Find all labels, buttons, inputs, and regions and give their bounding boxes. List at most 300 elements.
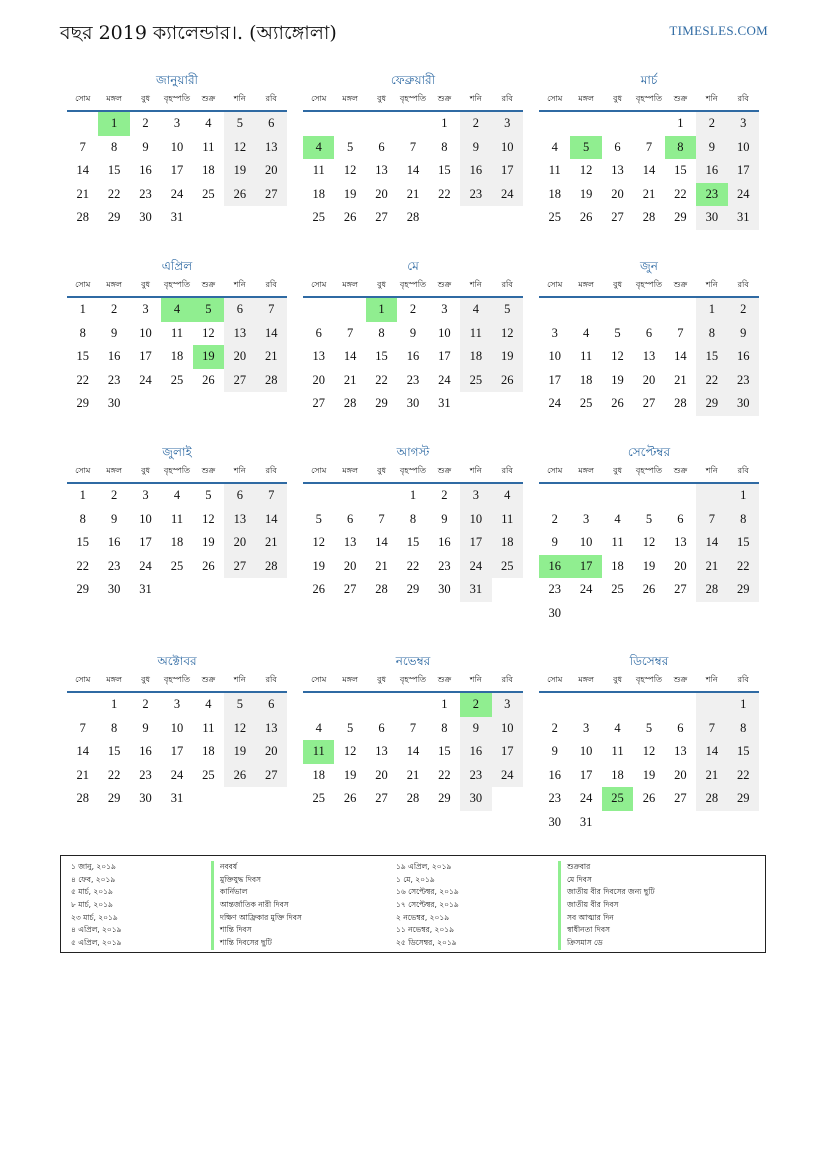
day-cell: 28 [76, 210, 89, 224]
day-cell: 22 [438, 767, 451, 782]
empty-cell [366, 112, 397, 136]
empty-cell [334, 484, 365, 508]
week-row [67, 136, 287, 160]
day-cell: 12 [642, 744, 656, 758]
day-cell: 3 [492, 112, 523, 136]
day-cell: 11 [202, 720, 215, 735]
day-cell: 11 [611, 535, 624, 549]
empty-cell [224, 392, 255, 416]
week-row [303, 159, 523, 183]
day-cell: 18 [312, 186, 325, 201]
week-row [303, 484, 523, 508]
weekday-label: সোম [75, 466, 91, 475]
day-cell: 19 [611, 372, 624, 387]
day-cell: 4 [614, 511, 621, 526]
day-cell: 8 [409, 511, 417, 526]
day-cell: 16 [107, 349, 121, 363]
day-cell: 25 [460, 369, 491, 393]
day-cell: 27 [224, 369, 255, 393]
day-cell: 25 [312, 210, 325, 224]
day-cell: 5 [224, 112, 255, 136]
month-1 [67, 72, 287, 230]
month-11 [303, 653, 523, 811]
day-cell: 31 [579, 814, 593, 829]
holiday-names-left [211, 861, 302, 950]
day-cell: 6 [224, 484, 255, 508]
day-cell: 1 [79, 302, 86, 316]
day-cell: 15 [438, 163, 451, 177]
day-cell: 29 [375, 396, 388, 410]
day-cell: 14 [406, 744, 420, 758]
day-cell: 23 [107, 558, 121, 573]
day-cell: 10 [579, 535, 593, 549]
week-row [67, 345, 287, 369]
week-row [539, 602, 759, 626]
day-cell: 1 [677, 116, 684, 130]
day-cell: 20 [343, 558, 357, 573]
day-cell: 24 [492, 764, 523, 788]
month-9 [539, 444, 759, 625]
weekday-label: সোম [311, 675, 327, 684]
week-row [303, 369, 523, 393]
day-cell: 9 [111, 325, 118, 340]
day-cell: 24 [579, 791, 593, 805]
week-row [303, 112, 523, 136]
day-cell: 1 [366, 298, 397, 322]
week-row [539, 136, 759, 160]
month-6 [539, 258, 759, 416]
empty-cell [303, 298, 334, 322]
day-cell: 2 [142, 116, 149, 130]
month-3 [539, 72, 759, 230]
weekday-label: শুক্র [673, 675, 688, 684]
day-cell: 6 [256, 693, 287, 717]
day-cell: 24 [139, 558, 152, 573]
day-cell: 13 [224, 508, 255, 532]
day-cell: 2 [551, 720, 558, 735]
holiday-date: ১৭ সেপ্টেম্বর, ২০১৯ [396, 900, 459, 910]
holiday-name: মে দিবস [558, 874, 655, 887]
day-cell: 26 [312, 582, 325, 596]
week-row [539, 740, 759, 764]
day-cell: 7 [409, 139, 417, 154]
empty-cell [570, 298, 601, 322]
week-row [67, 508, 287, 532]
weekday-label: রবি [737, 675, 749, 684]
weekday-header [67, 88, 287, 112]
empty-cell [633, 693, 664, 717]
holiday-name: ক্রিসমাস ডে [558, 937, 655, 950]
day-cell: 9 [551, 535, 558, 549]
empty-cell [460, 206, 491, 230]
week-row [539, 112, 759, 136]
holiday-name: আন্তর্জাতিক নারী দিবস [211, 899, 302, 912]
weekday-label: শুক্র [673, 466, 688, 475]
day-cell: 17 [139, 349, 152, 363]
day-cell: 8 [441, 139, 448, 154]
empty-cell [366, 693, 397, 717]
empty-cell [256, 787, 287, 811]
day-cell: 16 [139, 744, 152, 758]
weekday-label: রবি [501, 94, 513, 103]
holiday-date: ১৬ সেপ্টেম্বর, ২০১৯ [396, 887, 459, 897]
empty-cell [633, 811, 664, 835]
day-cell: 12 [202, 511, 215, 526]
day-cell: 4 [205, 116, 212, 130]
day-cell: 23 [548, 791, 561, 805]
day-cell: 22 [375, 372, 388, 387]
day-cell: 2 [460, 112, 491, 136]
day-cell: 3 [492, 693, 523, 717]
day-cell: 24 [438, 372, 451, 387]
holiday-names-right [558, 861, 655, 950]
weekday-label: বুধ [141, 675, 151, 684]
day-cell: 22 [438, 186, 451, 201]
day-cell: 12 [492, 322, 523, 346]
day-cell: 25 [170, 558, 184, 573]
holiday-date: ৫ এপ্রিল, ২০১৯ [71, 938, 122, 948]
empty-cell [665, 693, 696, 717]
empty-cell [193, 392, 224, 416]
week-row [303, 508, 523, 532]
day-cell: 3 [583, 720, 590, 735]
empty-cell [460, 392, 491, 416]
weekday-label: বৃহস্পতি [635, 94, 663, 103]
day-cell: 1 [441, 697, 448, 711]
day-cell: 10 [728, 136, 759, 160]
day-cell: 14 [343, 349, 357, 363]
week-row [303, 740, 523, 764]
weekday-header [539, 669, 759, 693]
empty-cell [224, 206, 255, 230]
week-row [303, 322, 523, 346]
day-cell: 4 [492, 484, 523, 508]
weekday-label: বৃহস্পতি [635, 675, 663, 684]
day-cell: 8 [728, 717, 759, 741]
weekday-label: রবি [265, 675, 277, 684]
day-cell: 19 [642, 767, 656, 782]
week-row [67, 484, 287, 508]
day-cell: 10 [579, 744, 593, 758]
day-cell: 18 [170, 349, 184, 363]
day-cell: 6 [677, 511, 684, 526]
day-cell: 24 [492, 183, 523, 207]
day-cell: 24 [728, 183, 759, 207]
holiday-name: স্বাধীনতা দিবস [558, 924, 655, 937]
day-cell: 19 [224, 159, 255, 183]
day-cell: 23 [696, 183, 727, 207]
weekday-label: বৃহস্পতি [399, 280, 427, 289]
day-cell: 27 [343, 582, 357, 596]
week-row [303, 136, 523, 160]
weekday-label: শুক্র [201, 466, 216, 475]
site-link[interactable]: TIMESLES.COM [669, 23, 768, 38]
weekday-label: বুধ [141, 94, 151, 103]
weekday-label: মঙ্গল [106, 675, 122, 684]
empty-cell [397, 112, 428, 136]
day-cell: 10 [460, 508, 491, 532]
day-cell: 27 [224, 555, 255, 579]
day-cell: 27 [642, 396, 656, 410]
day-cell: 8 [79, 325, 86, 340]
weekday-label: শনি [469, 466, 482, 475]
day-cell: 29 [696, 392, 727, 416]
weekday-label: রবি [501, 280, 513, 289]
week-row [539, 531, 759, 555]
empty-cell [602, 112, 633, 136]
day-cell: 16 [460, 740, 491, 764]
weekday-label: রবি [265, 280, 277, 289]
day-cell: 25 [492, 555, 523, 579]
day-cell: 15 [76, 535, 89, 549]
day-cell: 28 [256, 369, 287, 393]
weekday-header [303, 88, 523, 112]
day-cell: 19 [224, 740, 255, 764]
empty-cell [492, 578, 523, 602]
empty-cell [696, 484, 727, 508]
day-cell: 24 [139, 372, 152, 387]
empty-cell [696, 811, 727, 835]
day-cell: 14 [76, 744, 89, 758]
empty-cell [602, 811, 633, 835]
day-cell: 22 [406, 558, 420, 573]
weekday-label: বৃহস্পতি [635, 280, 663, 289]
week-row [303, 717, 523, 741]
day-cell: 10 [139, 325, 152, 340]
day-cell: 4 [315, 720, 322, 735]
weekday-label: শনি [233, 466, 246, 475]
day-cell: 15 [375, 349, 388, 363]
day-cell: 21 [674, 372, 687, 387]
day-cell: 13 [256, 717, 287, 741]
empty-cell [492, 392, 523, 416]
day-cell: 15 [406, 535, 420, 549]
month-name: জুলাই [162, 445, 192, 459]
empty-cell [334, 693, 365, 717]
day-cell: 4 [173, 488, 181, 502]
empty-cell [570, 602, 601, 626]
day-cell: 22 [107, 186, 121, 201]
day-cell: 22 [674, 186, 687, 201]
empty-cell [728, 811, 759, 835]
empty-cell [256, 392, 287, 416]
week-row [67, 392, 287, 416]
day-cell: 4 [583, 325, 590, 340]
day-cell: 15 [728, 531, 759, 555]
month-name: অক্টোবর [157, 654, 197, 668]
day-cell: 12 [579, 163, 593, 177]
day-cell: 24 [170, 186, 184, 201]
day-cell: 8 [696, 322, 727, 346]
day-cell: 18 [548, 186, 561, 201]
day-cell: 9 [696, 136, 727, 160]
week-row [303, 693, 523, 717]
day-cell: 27 [375, 791, 388, 805]
day-cell: 8 [378, 325, 385, 340]
day-cell: 30 [548, 814, 561, 829]
month-name: আগস্ট [396, 445, 430, 459]
day-cell: 30 [548, 605, 561, 620]
holiday-date: ৪ এপ্রিল, ২০১৯ [71, 925, 122, 935]
day-cell: 27 [256, 764, 287, 788]
weekday-label: শুক্র [201, 675, 216, 684]
day-cell: 31 [170, 210, 184, 224]
empty-cell [193, 206, 224, 230]
weekday-label: শনি [233, 94, 246, 103]
weekday-label: সোম [311, 94, 327, 103]
day-cell: 2 [111, 302, 118, 316]
weekday-label: বৃহস্পতি [163, 675, 191, 684]
day-cell: 8 [665, 136, 696, 160]
day-cell: 12 [343, 163, 357, 177]
day-cell: 18 [202, 744, 215, 758]
day-cell: 29 [107, 791, 121, 805]
day-cell: 3 [173, 116, 181, 130]
weekday-header [303, 274, 523, 298]
weekday-label: সোম [547, 675, 563, 684]
empty-cell [224, 578, 255, 602]
day-cell: 11 [170, 325, 183, 340]
week-row [539, 298, 759, 322]
month-name: নভেম্বর [395, 654, 431, 668]
week-row [303, 392, 523, 416]
weekday-label: শুক্র [673, 94, 688, 103]
day-cell: 20 [375, 767, 388, 782]
day-cell: 10 [492, 717, 523, 741]
weekday-label: শনি [705, 466, 718, 475]
day-cell: 9 [409, 325, 417, 340]
holiday-date: ১ মে, ২০১৯ [396, 874, 435, 884]
day-cell: 3 [583, 511, 590, 526]
month-name: এপ্রিল [161, 259, 193, 273]
week-row [67, 531, 287, 555]
day-cell: 11 [170, 511, 183, 526]
day-cell: 30 [406, 396, 420, 410]
empty-cell [492, 787, 523, 811]
day-cell: 10 [139, 511, 152, 526]
day-cell: 28 [642, 210, 656, 224]
day-cell: 22 [696, 369, 727, 393]
day-cell: 21 [76, 186, 89, 201]
week-row [539, 392, 759, 416]
weekday-header [67, 460, 287, 484]
weekday-label: শনি [469, 94, 482, 103]
day-cell: 26 [579, 210, 593, 224]
day-cell: 1 [409, 488, 417, 502]
day-cell: 6 [645, 325, 653, 340]
day-cell: 20 [312, 372, 325, 387]
empty-cell [366, 484, 397, 508]
weekday-label: রবি [265, 466, 277, 475]
day-cell: 27 [375, 210, 388, 224]
day-cell: 25 [202, 767, 215, 782]
holiday-date: ৪ ফেব, ২০১৯ [71, 874, 116, 884]
week-row [539, 578, 759, 602]
week-row [67, 206, 287, 230]
holiday-date: ১ জানু, ২০১৯ [71, 862, 116, 871]
day-cell: 18 [460, 345, 491, 369]
day-cell: 18 [579, 372, 593, 387]
day-cell: 2 [728, 298, 759, 322]
month-name: জানুয়ারী [156, 73, 198, 87]
day-cell: 29 [438, 791, 451, 805]
day-cell: 4 [551, 139, 558, 154]
weekday-label: বুধ [377, 466, 387, 475]
month-name: জুন [640, 259, 658, 273]
weekday-label: মঙ্গল [578, 466, 594, 475]
week-row [539, 206, 759, 230]
day-cell: 21 [406, 767, 420, 782]
day-cell: 29 [107, 210, 121, 224]
day-cell: 16 [139, 163, 152, 177]
day-cell: 11 [580, 349, 593, 363]
week-row [67, 183, 287, 207]
day-cell: 4 [303, 136, 334, 160]
day-cell: 23 [548, 582, 561, 596]
day-cell: 15 [107, 744, 121, 758]
day-cell: 8 [111, 720, 118, 735]
empty-cell [539, 693, 570, 717]
empty-cell [67, 693, 98, 717]
weekday-header [539, 460, 759, 484]
holiday-name: জাতীয় বীর দিবসের জন্য ছুটি [558, 886, 655, 899]
empty-cell [539, 112, 570, 136]
month-name: ফেব্রুয়ারী [390, 73, 436, 87]
day-cell: 30 [696, 206, 727, 230]
week-row [67, 159, 287, 183]
day-cell: 4 [460, 298, 491, 322]
week-row [303, 555, 523, 579]
weekday-label: শনি [233, 675, 246, 684]
day-cell: 4 [205, 697, 212, 711]
holiday-name: শান্তি দিবস [211, 924, 302, 937]
day-cell: 11 [312, 163, 325, 177]
day-cell: 31 [728, 206, 759, 230]
empty-cell [570, 484, 601, 508]
empty-cell [67, 112, 98, 136]
week-row [67, 740, 287, 764]
holiday-dates-right [396, 861, 459, 950]
weekday-header [303, 460, 523, 484]
day-cell: 27 [674, 582, 687, 596]
day-cell: 7 [256, 298, 287, 322]
day-cell: 15 [438, 744, 451, 758]
day-cell: 13 [611, 163, 624, 177]
weekday-label: বৃহস্পতি [399, 675, 427, 684]
day-cell: 27 [312, 396, 325, 410]
holiday-date: ২ নভেম্বর, ২০১৯ [396, 912, 450, 922]
weekday-label: বৃহস্পতি [163, 94, 191, 103]
weekday-label: বুধ [613, 94, 623, 103]
day-cell: 12 [642, 535, 656, 549]
day-cell: 26 [224, 183, 255, 207]
empty-cell [570, 112, 601, 136]
day-cell: 30 [728, 392, 759, 416]
day-cell: 25 [602, 787, 633, 811]
day-cell: 23 [438, 558, 451, 573]
weekday-label: রবি [737, 94, 749, 103]
day-cell: 20 [256, 740, 287, 764]
empty-cell [633, 602, 664, 626]
weekday-label: শুক্র [201, 280, 216, 289]
day-cell: 30 [107, 582, 121, 596]
weekday-label: শনি [233, 280, 246, 289]
day-cell: 6 [347, 511, 354, 526]
day-cell: 9 [460, 136, 491, 160]
day-cell: 21 [406, 186, 420, 201]
empty-cell [602, 298, 633, 322]
day-cell: 28 [406, 791, 420, 805]
